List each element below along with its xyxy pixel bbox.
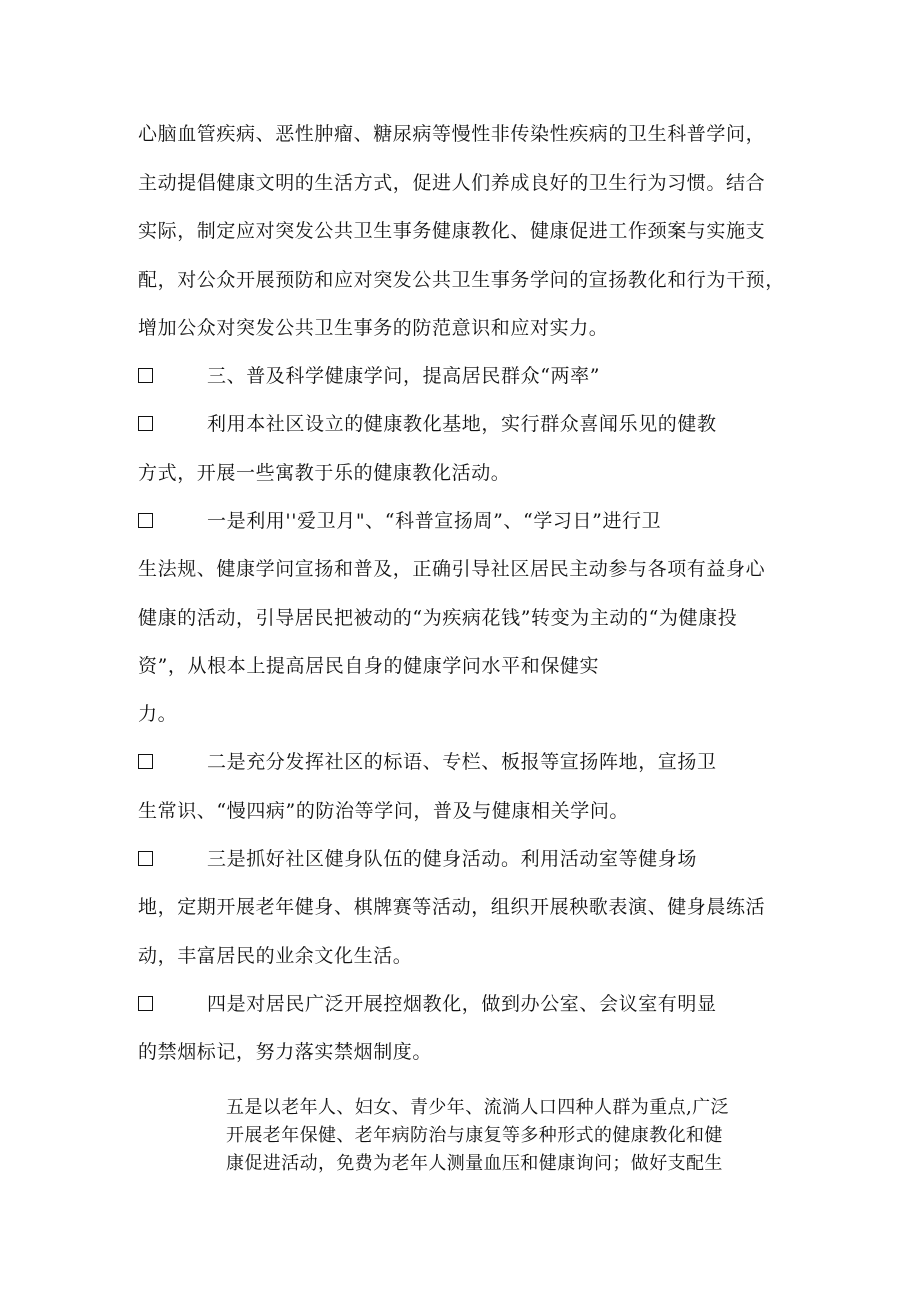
- checkbox-icon: [138, 996, 153, 1011]
- list-item: [138, 847, 697, 871]
- list-item-continuation: 健康的活动，引导居民把被动的“为疾病花钱”转变为主动的“为健康投: [138, 607, 738, 629]
- list-item-text: 三是抓好社区健身队伍的健身活动。利用活动室等健身场: [207, 848, 698, 870]
- list-item-continuation: 方式，开展一些寓教于乐的健康教化活动。: [138, 462, 511, 484]
- paragraph-line: 主动提倡健康文明的生活方式，促进人们养成良好的卫生行为习惯。结合: [138, 172, 766, 194]
- checkbox-icon: [138, 851, 153, 866]
- paragraph-line: 实际，制定应对突发公共卫生事务健康教化、健康促进工作颈案与实施支: [138, 220, 766, 242]
- paragraph-line: 开展老年保健、老年病防治与康复等多种形式的健康教化和健: [226, 1125, 723, 1146]
- indented-paragraph: [226, 1094, 786, 1178]
- list-item-continuation: 生法规、健康学问宣扬和普及，正确引导社区居民主动参与各项有益身心: [138, 558, 766, 580]
- list-item-continuation: 动，丰富居民的业余文化生活。: [138, 945, 413, 967]
- paragraph-line: 增加公众对突发公共卫生事务的防范意识和应对实力。: [138, 317, 609, 339]
- section-heading: [138, 364, 600, 388]
- list-item: [138, 750, 717, 774]
- list-item-text: 二是充分发挥社区的标语、专栏、板报等宣扬阵地，宣扬卫: [207, 751, 717, 773]
- checkbox-icon: [138, 513, 153, 528]
- list-item: [138, 412, 717, 436]
- checkbox-icon: [138, 416, 153, 431]
- list-item-text: 一是利用''爱卫月"、“科普宣扬周”、“学习日”进行卫: [207, 510, 662, 532]
- list-item: [138, 992, 717, 1016]
- list-item-continuation: 地，定期开展老年健身、棋牌赛等活动，组织开展秧歌表演、健身晨练活: [138, 896, 766, 918]
- list-item-continuation: 力。: [138, 703, 178, 725]
- list-item-continuation: 生常识、“慢四病”的防治等学问，普及与健康相关学问。: [138, 800, 630, 822]
- list-item-continuation: 的禁烟标记，努力落实禁烟制度。: [138, 1041, 433, 1063]
- paragraph-line: 五是以老年人、妇女、青少年、流淌人口四种人群为重点,广泛: [226, 1097, 729, 1118]
- list-item-text: 利用本社区设立的健康教化基地，实行群众喜闻乐见的健教: [207, 413, 717, 435]
- paragraph-line: 心脑血管疾病、恶性肿瘤、糖尿病等慢性非传染性疾病的卫生科普学问，: [138, 123, 766, 145]
- list-item-text: 四是对居民广泛开展控烟教化，做到办公室、会议室有明显: [207, 993, 717, 1015]
- checkbox-icon: [138, 754, 153, 769]
- checkbox-icon: [138, 368, 153, 383]
- list-item: [138, 509, 661, 533]
- paragraph-line: 配，对公众开展预防和应对突发公共卫生事务学问的宣扬教化和行为干预，: [138, 269, 785, 291]
- section-heading-text: 三、普及科学健康学问，提高居民群众“两率”: [207, 365, 601, 387]
- paragraph-line: 康促进活动，免费为老年人测量血压和健康询问；做好支配生: [226, 1153, 723, 1174]
- list-item-continuation: 资”，从根本上提高居民自身的健康学问水平和保健实: [138, 655, 600, 677]
